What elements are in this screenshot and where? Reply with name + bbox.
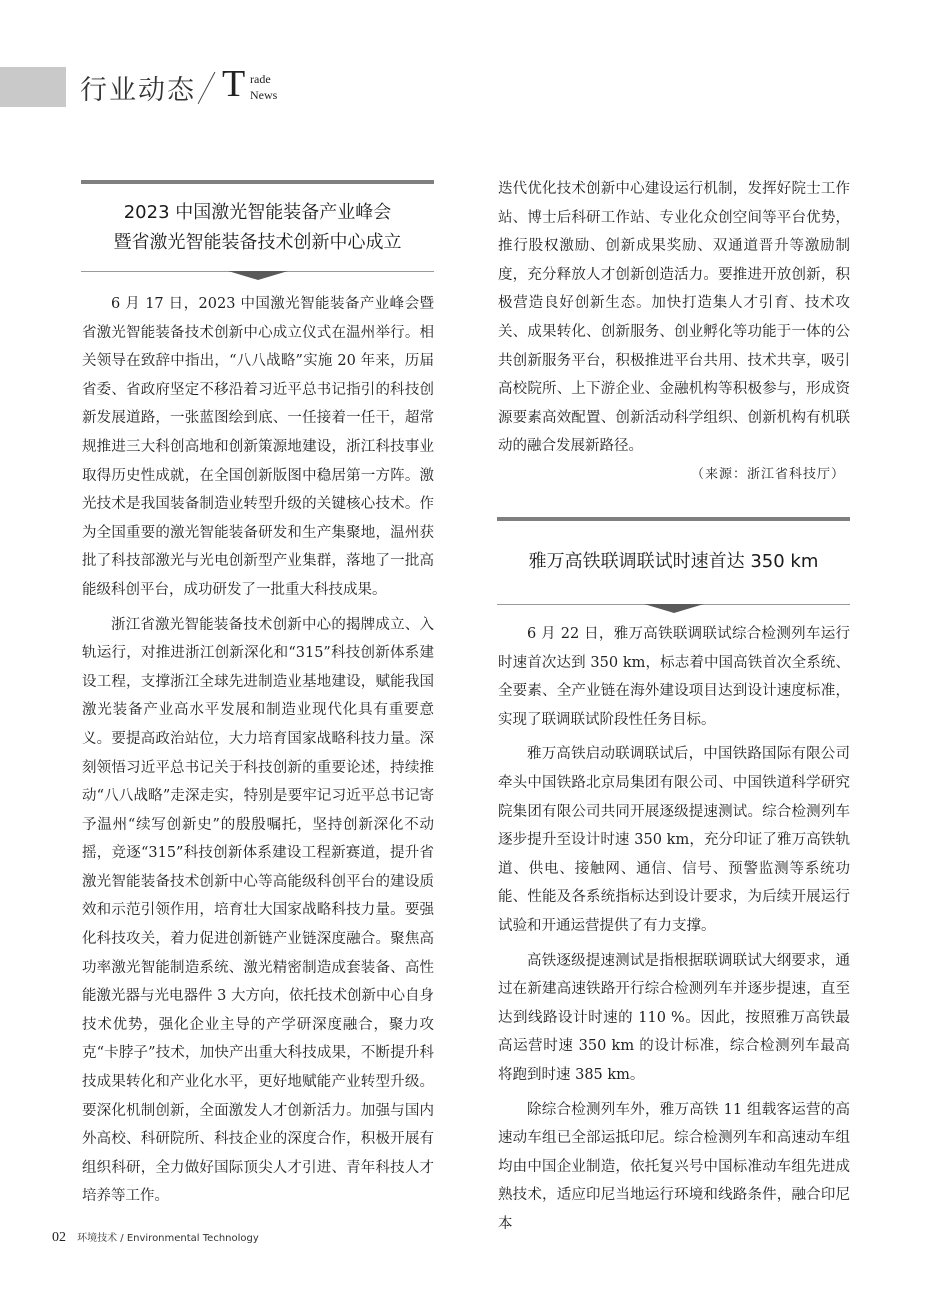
article2-paragraph: 6 月 22 日，雅万高铁联调联试综合检测列车运行时速首次达到 350 km，标志着中国高铁首次全系统、全要素、全产业链在海外建设项目达到设计速度标准，实现了联调联试阶段性任务目标。 — [498, 626, 850, 728]
article1-continuation — [498, 175, 850, 467]
article1-title — [81, 198, 434, 258]
article1-paragraph: 6 月 17 日，2023 中国激光智能装备产业峰会暨省激光智能装备技术创新中心成立仪式在温州举行。相关领导在致辞中指出，“八八战略”实施 20 年来，历届省委、省政府坚定不移沿着习近平总书记指引的科技创新发展道路，一张蓝图绘到底、一任接着一任干，超常规推进三大科创高地和创新策源地建设，浙江科技事业取得历史性成就，在全国创新版图中稳居第一方阵。激光技术是我国装备制造业转型升级的关键核心技术。作为全国重要的激光智能装备研发和生产集聚地，温州获批了科技部激光与光电创新型产业集群，落地了一批高能级科创平台，成功研发了一批重大科技成果。 — [82, 296, 434, 598]
article2-header — [497, 517, 850, 611]
section-divider-slash — [196, 68, 216, 108]
article1-title-underline — [81, 266, 434, 278]
section-title-en-line2: News — [250, 88, 278, 102]
article2-body — [498, 620, 850, 1244]
article2-triangle-marker — [644, 604, 704, 613]
article1-triangle-marker — [228, 271, 288, 280]
article1-continuation-paragraph: 迭代优化技术创新中心建设运行机制，发挥好院士工作站、博士后科研工作站、专业化众创空间等平台优势，推行股权激励、创新成果奖励、双通道晋升等激励制度，充分释放人才创新创造活力。要推进开放创新，积极营造良好创新生态。加快打造集人才引育、技术攻关、成果转化、创新服务、创业孵化等功能于一体的公共创新服务平台，积极推进平台共用、技术共享，吸引高校院所、上下游企业、金融机构等积极参与，形成资源要素高效配置、创新活动科学组织、创新机构有机联动的融合发展新路径。 — [498, 181, 850, 455]
page-number: 02 — [52, 1230, 66, 1245]
page-footer — [52, 1226, 259, 1246]
magazine-name: 环境技术 / Environmental Technology — [77, 1233, 259, 1244]
article1-title-line2: 暨省激光智能装备技术创新中心成立 — [113, 232, 402, 253]
article1-source: （来源：浙江省科技厅） — [690, 467, 845, 482]
article2-paragraph: 雅万高铁启动联调联试后，中国铁路国际有限公司牵头中国铁路北京局集团有限公司、中国铁道科学研究院集团有限公司共同开展逐级提速测试。综合检测列车逐步提升至设计时速 350 km，充分印证了雅万高铁轨道、供电、接触网、通信、信号、预警监测等系统功能、性能及各系统指标达到设计要求，为后续开展运行试验和开通运营提供了有力支撑。 — [498, 746, 850, 934]
article1-title-line1: 2023 中国激光智能装备产业峰会 — [123, 202, 392, 223]
article2-title-underline — [497, 599, 850, 611]
section-tab-block — [0, 67, 66, 107]
article1-paragraph: 浙江省激光智能装备技术创新中心的揭牌成立、入轨运行，对推进浙江创新深化和“315”科技创新体系建设工程，支撑浙江全球先进制造业基地建设，赋能我国激光装备产业高水平发展和制造业现代化具有重要意义。要提高政治站位，大力培育国家战略科技力量。深刻领悟习近平总书记关于科技创新的重要论述，持续推动“八八战略”走深走实，特别是要牢记习近平总书记寄予温州“续写创新史”的殷殷嘱托，坚持创新深化不动摇，竞逐“315”科技创新体系建设工程新赛道，提升省激光智能装备技术创新中心等高能级科创平台的建设质效和示范引领作用，培育壮大国家战略科技力量。要强化科技攻关，着力促进创新链产业链深度融合。聚焦高功率激光智能制造系统、激光精密制造成套装备、高性能激光器与光电器件 3 大方向，依托技术创新中心自身技术优势，强化企业主导的产学研深度融合，聚力攻克“卡脖子”技术，加快产出重大科技成果，不断提升科技成果转化和产业化水平，更好地赋能产业转型升级。要深化机制创新，全面激发人才创新活力。加强与国内外高校、科研院所、科技企业的深度合作，积极开展有组织科研，全力做好国际顶尖人才引进、青年科技人才培养等工作。 — [82, 616, 434, 1205]
article2-paragraph: 除综合检测列车外，雅万高铁 11 组载客运营的高速动车组已全部运抵印尼。综合检测列车和高速动车组均由中国企业制造，依托复兴号中国标准动车组先进成熟技术，适应印尼当地运行环境和线路条件，融合印尼本 — [498, 1101, 850, 1232]
article1-header — [81, 180, 434, 278]
section-title-en-line1: rade — [250, 72, 271, 86]
section-title-en-initial: T — [222, 63, 246, 105]
article1-body — [82, 290, 434, 1217]
article2-title: 雅万高铁联调联试时速首达 350 km — [528, 551, 819, 572]
section-title-en — [250, 71, 277, 103]
article2-top-bar — [497, 517, 850, 521]
section-title: 行业动态 — [80, 75, 196, 106]
article2-paragraph: 高铁逐级提速测试是指根据联调联试大纲要求，通过在新建高速铁路开行综合检测列车并逐步提速，直至达到线路设计时速的 110 %。因此，按照雅万高铁最高运营时速 350 km 的设计标准，综合检测列车最高将跑到时速 385 km。 — [498, 952, 850, 1083]
article1-top-bar — [81, 180, 434, 184]
